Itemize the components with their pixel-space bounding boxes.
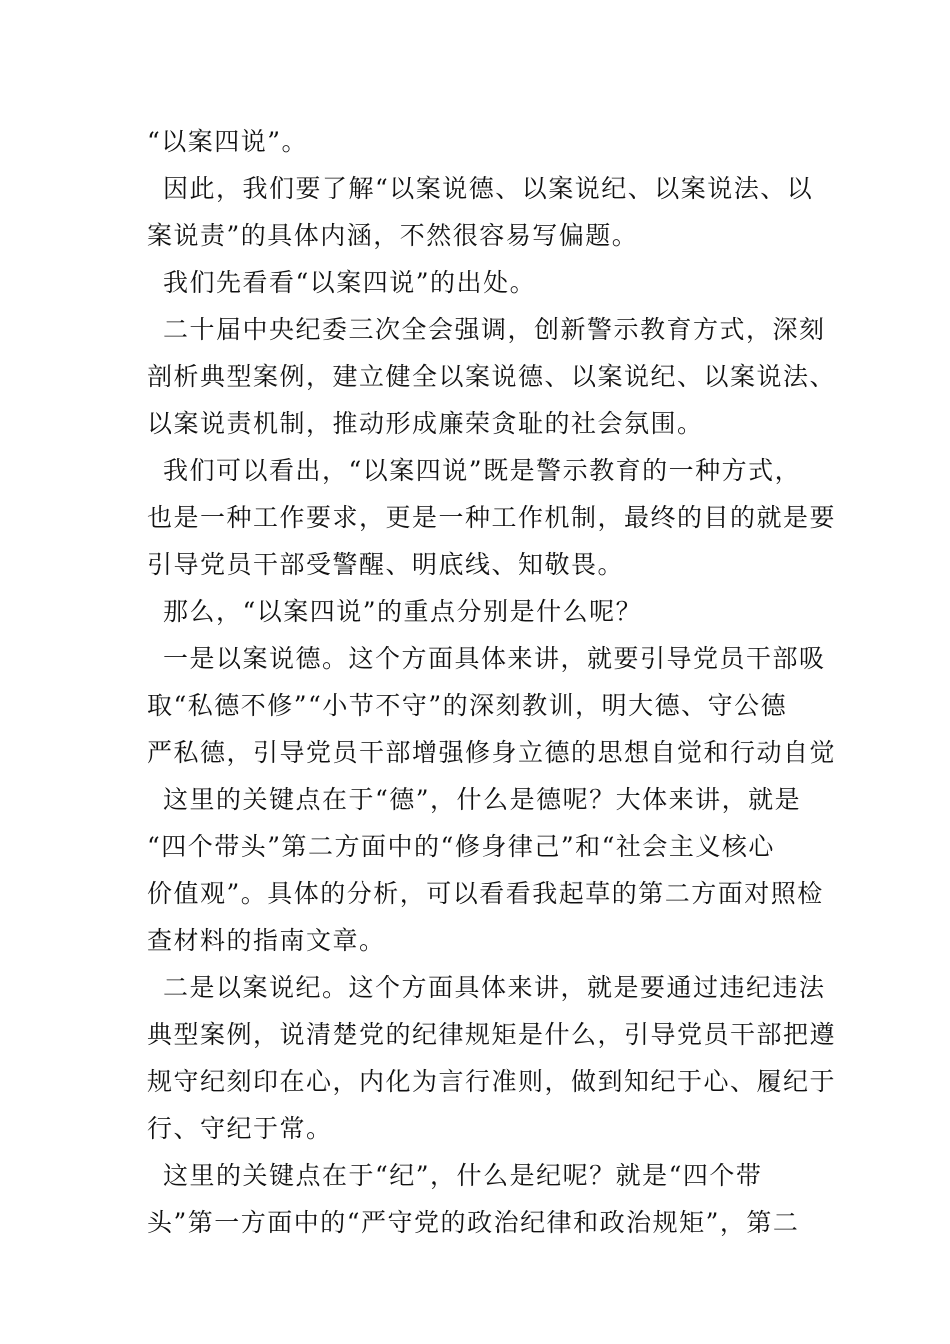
text-line-21: 规守纪刻印在心，内化为言行准则，做到知纪于心、履纪于 bbox=[147, 1067, 837, 1096]
text-line-6: 剖析典型案例，建立健全以案说德、以案说纪、以案说法、 bbox=[147, 362, 837, 391]
text-line-15: 这里的关键点在于“德”，什么是德呢？大体来讲，就是 bbox=[163, 785, 802, 814]
text-line-3: 案说责”的具体内涵，不然很容易写偏题。 bbox=[147, 221, 639, 250]
text-line-5: 二十届中央纪委三次全会强调，创新警示教育方式，深刻 bbox=[163, 315, 826, 344]
text-line-22: 行、守纪于常。 bbox=[147, 1114, 333, 1143]
text-line-14: 严私德，引导党员干部增强修身立德的思想自觉和行动自觉 bbox=[147, 738, 837, 767]
text-line-23: 这里的关键点在于“纪”，什么是纪呢？就是“四个带 bbox=[163, 1161, 763, 1190]
text-line-11: 那么，“以案四说”的重点分别是什么呢？ bbox=[163, 597, 643, 626]
text-line-10: 引导党员干部受警醒、明底线、知敬畏。 bbox=[147, 550, 625, 579]
text-line-2: 因此，我们要了解“以案说德、以案说纪、以案说法、以 bbox=[163, 174, 814, 203]
text-line-8: 我们可以看出，“以案四说”既是警示教育的一种方式， bbox=[163, 456, 802, 485]
text-line-17: 价值观”。具体的分析，可以看看我起草的第二方面对照检 bbox=[147, 879, 824, 908]
text-line-1: “以案四说”。 bbox=[147, 127, 309, 156]
text-line-18: 查材料的指南文章。 bbox=[147, 926, 386, 955]
text-line-20: 典型案例，说清楚党的纪律规矩是什么，引导党员干部把遵 bbox=[147, 1020, 837, 1049]
document-body bbox=[147, 118, 837, 1246]
text-line-24: 头”第一方面中的“严守党的政治纪律和政治规矩”，第二 bbox=[147, 1208, 800, 1237]
text-line-12: 一是以案说德。这个方面具体来讲，就要引导党员干部吸 bbox=[163, 644, 826, 673]
text-line-7: 以案说责机制，推动形成廉荣贪耻的社会氛围。 bbox=[147, 409, 704, 438]
text-line-13: 取“私德不修”“小节不守”的深刻教训，明大德、守公德 bbox=[147, 691, 788, 720]
text-line-4: 我们先看看“以案四说”的出处。 bbox=[163, 268, 537, 297]
text-line-9: 也是一种工作要求，更是一种工作机制，最终的目的就是要 bbox=[147, 503, 837, 532]
text-line-16: “四个带头”第二方面中的“修身律己”和“社会主义核心 bbox=[147, 832, 775, 861]
text-line-19: 二是以案说纪。这个方面具体来讲，就是要通过违纪违法 bbox=[163, 973, 826, 1002]
